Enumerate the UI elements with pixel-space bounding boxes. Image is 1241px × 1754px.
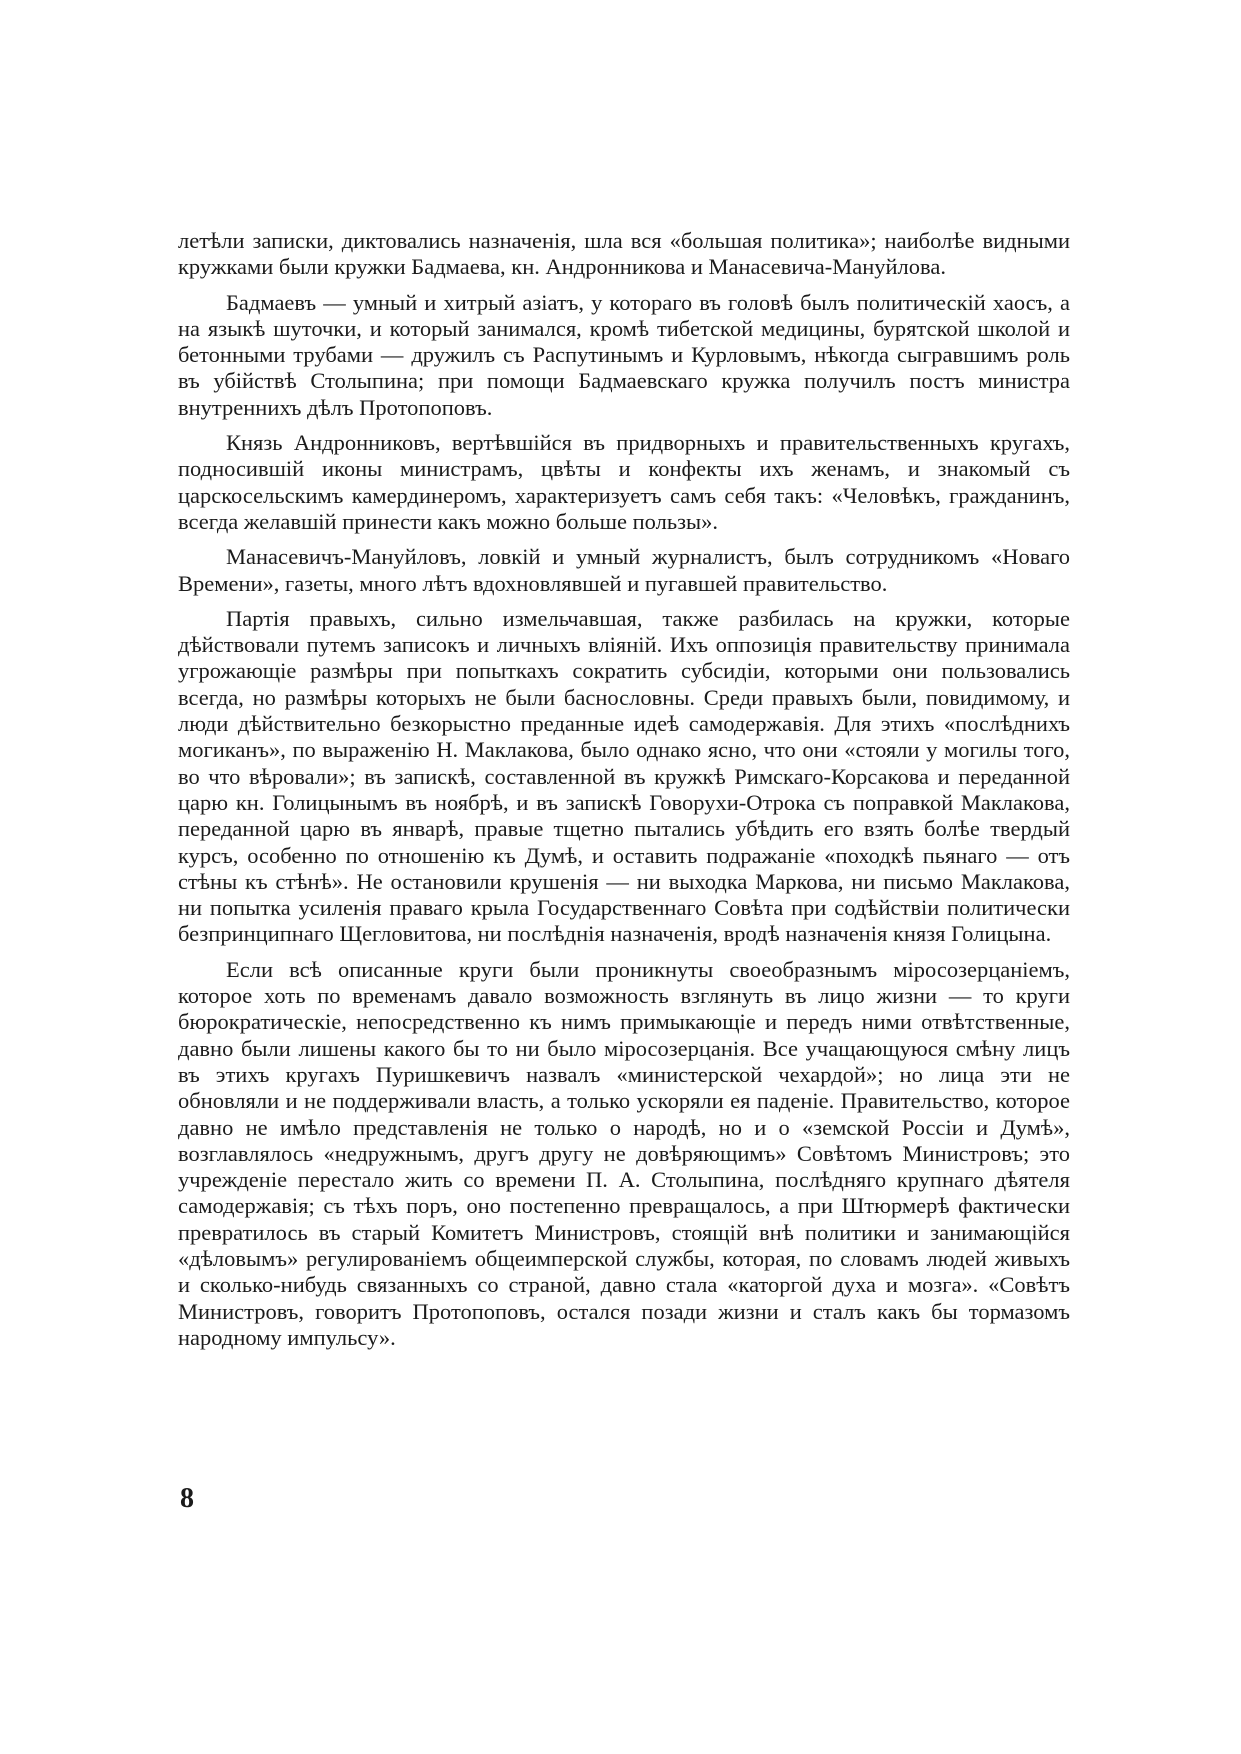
page-body	[178, 228, 1070, 1360]
paragraph-3: Князь Андронниковъ, вертѣвшійся въ придворныхъ и правительственныхъ кругахъ, подносившій иконы министрамъ, цвѣты и конфекты ихъ женамъ, и знакомый съ царскосельскимъ камердинеромъ, характеризуетъ самъ себя такъ: «Человѣкъ, гражданинъ, всегда желавшій принести какъ можно больше пользы».	[178, 430, 1070, 534]
paragraph-4: Манасевичъ-Мануйловъ, ловкій и умный журналистъ, былъ сотрудникомъ «Новаго Времени», газеты, много лѣтъ вдохновлявшей и пугавшей правительство.	[178, 544, 1070, 596]
page-number: 8	[180, 1483, 194, 1514]
paragraph-6: Если всѣ описанные круги были проникнуты своеобразнымъ міросозерцаніемъ, которое хоть по временамъ давало возможность взглянуть въ лицо жизни — то круги бюрократическіе, непосредственно къ нимъ примыкающіе и передъ ними отвѣтственные, давно были лишены какого бы то ни было міросозерцанія. Все учащающуюся смѣну лицъ въ этихъ кругахъ Пуришкевичъ назвалъ «министерской чехардой»; но лица эти не обновляли и не поддерживали власть, а только ускоряли ея паденіе. Правительство, которое давно не имѣло представленія не только о народѣ, но и о «земской Россіи и Думѣ», возглавлялось «недружнымъ, другъ другу не довѣряющимъ» Совѣтомъ Министровъ; это учрежденіе перестало жить со времени П. А. Столыпина, послѣдняго крупнаго дѣятеля самодержавія; съ тѣхъ поръ, оно постепенно превращалось, а при Штюрмерѣ фактически превратилось въ старый Комитетъ Министровъ, стоящій внѣ политики и занимающійся «дѣловымъ» регулированіемъ общеимперской службы, которая, по словамъ людей живыхъ и сколько-нибудь связанныхъ со страной, давно стала «каторгой духа и мозга». «Совѣтъ Министровъ, говоритъ Протопоповъ, остался позади жизни и сталъ какъ бы тормазомъ народному импульсу».	[178, 956, 1070, 1350]
paragraph-2: Бадмаевъ — умный и хитрый азіатъ, у котораго въ головѣ былъ политическій хаосъ, а на языкѣ шуточки, и который занимался, кромѣ тибетской медицины, бурятской школой и бетонными трубами — дружилъ съ Распутинымъ и Курловымъ, нѣкогда сыгравшимъ роль въ убійствѣ Столыпина; при помощи Бадмаевскаго кружка получилъ постъ министра внутреннихъ дѣлъ Протопоповъ.	[178, 289, 1070, 420]
paragraph-5: Партія правыхъ, сильно измельчавшая, также разбилась на кружки, которые дѣйствовали путемъ записокъ и личныхъ вліяній. Ихъ оппозиція правительству принимала угрожающіе размѣры при попыткахъ сократить субсидіи, которыми они пользовались всегда, но размѣры которыхъ не были баснословны. Среди правыхъ были, повидимому, и люди дѣйствительно безкорыстно преданные идеѣ самодержавія. Для этихъ «послѣднихъ могиканъ», по выраженію Н. Маклакова, было однако ясно, что они «стояли у могилы того, во что вѣровали»; въ запискѣ, составленной въ кружкѣ Римскаго-Корсакова и переданной царю кн. Голицынымъ въ ноябрѣ, и въ запискѣ Говорухи-Отрока съ поправкой Маклакова, переданной царю въ январѣ, правые тщетно пытались убѣдить его взять болѣе твердый курсъ, особенно по отношенію къ Думѣ, и оставить подражаніе «походкѣ пьянаго — отъ стѣны къ стѣнѣ». Не остановили крушенія — ни выходка Маркова, ни письмо Маклакова, ни попытка усиленія праваго крыла Государственнаго Совѣта при содѣйствіи политически безпринципнаго Щегловитова, ни послѣднія назначенія, вродѣ назначенія князя Голицына.	[178, 605, 1070, 947]
paragraph-1: летѣли записки, диктовались назначенія, шла вся «большая политика»; наиболѣе видными кружками были кружки Бадмаева, кн. Андронникова и Манасевича-Мануйлова.	[178, 228, 1070, 280]
